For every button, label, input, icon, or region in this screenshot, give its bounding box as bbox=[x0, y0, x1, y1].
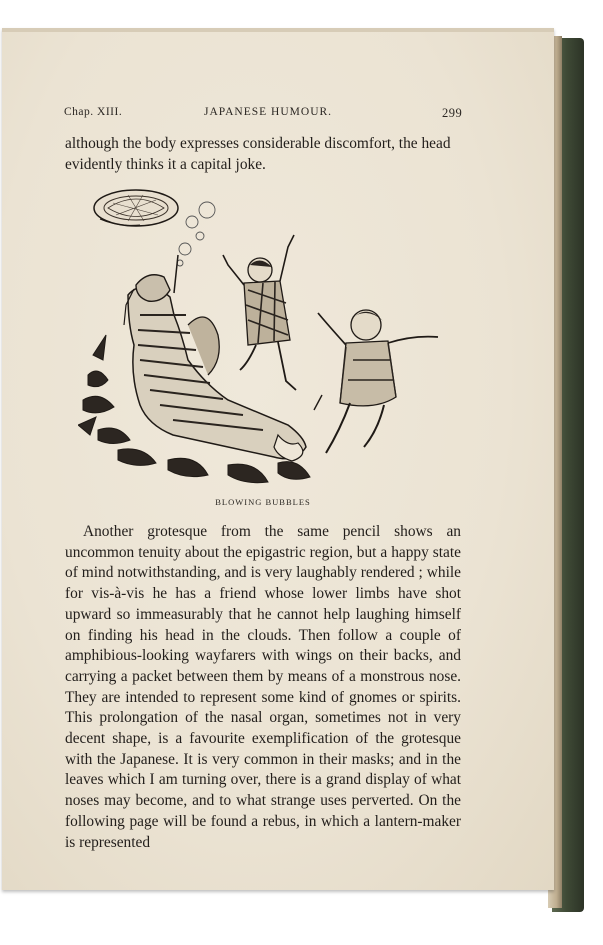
figure-caption: BLOWING BUBBLES bbox=[215, 497, 311, 507]
intro-paragraph: although the body expresses considerable discomfort, the head evidently thinks it a capital joke. bbox=[65, 135, 451, 173]
blowing-bubbles-illustration bbox=[78, 185, 450, 490]
floating-hat-drawing bbox=[94, 190, 178, 226]
running-title: JAPANESE HUMOUR. bbox=[204, 106, 333, 118]
bubbles-drawing bbox=[177, 202, 215, 266]
dancing-child-drawing bbox=[314, 310, 438, 453]
page-number: 299 bbox=[442, 106, 463, 120]
body-paragraph: Another grotesque from the same pencil shows an uncommon tenuity about the epigastric region, but a happy state of mind notwithstanding, and is very laughably rendered ; while for vis-à-vis he has a friend whose lower limbs have shot upward so immeasurably that he cannot help laughing himself on finding his head in the clouds. Then follow a couple of amphibious-looking wayfarers with wings on their backs, and carrying a packet between them by means of a monstrous nose. They are intended to represent some kind of gnomes or spirits. This prolongation of the nasal organ, sometimes not in very decent shape, is a favourite exemplification of the grotesque with the Japanese. It is very common in their masks; and in the leaves which I am turning over, there is a grand display of what noses may become, and to what strange uses perverted. On the following page will be found a rebus, in which a lantern-maker is represented bbox=[65, 523, 461, 851]
chapter-label: Chap. XIII. bbox=[64, 106, 123, 118]
jumping-child-drawing bbox=[223, 235, 296, 390]
